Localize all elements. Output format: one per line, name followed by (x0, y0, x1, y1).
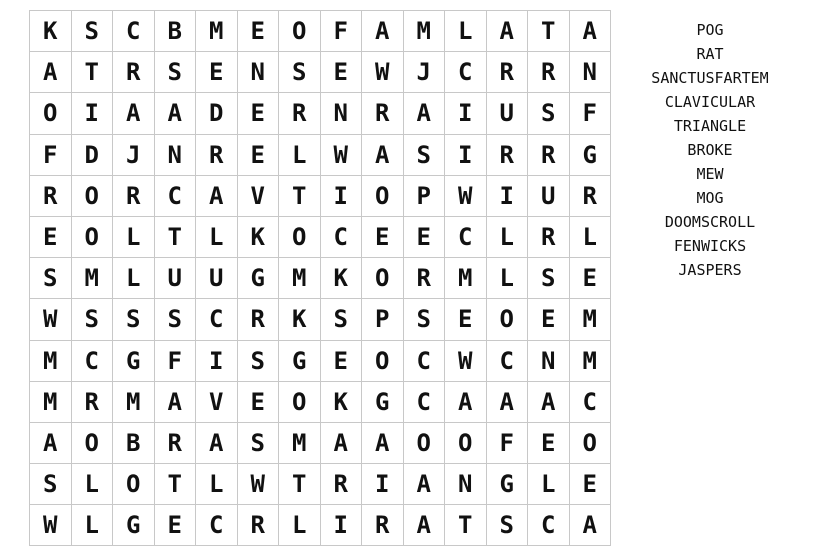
grid-cell[interactable]: O (113, 464, 155, 505)
grid-cell[interactable]: R (72, 382, 114, 423)
grid-cell[interactable]: W (238, 464, 280, 505)
grid-cell[interactable]: C (113, 11, 155, 52)
grid-cell[interactable]: E (321, 341, 363, 382)
grid-cell[interactable]: M (279, 258, 321, 299)
grid-cell[interactable]: E (528, 423, 570, 464)
grid-cell[interactable]: O (72, 176, 114, 217)
grid-cell[interactable]: A (196, 176, 238, 217)
grid-cell[interactable]: R (113, 52, 155, 93)
grid-cell[interactable]: J (113, 135, 155, 176)
grid-cell[interactable]: K (30, 11, 72, 52)
grid-cell[interactable]: R (155, 423, 197, 464)
grid-cell[interactable]: G (279, 341, 321, 382)
grid-cell[interactable]: E (238, 382, 280, 423)
grid-cell[interactable]: M (570, 341, 612, 382)
grid-cell[interactable]: R (279, 93, 321, 134)
grid-cell[interactable]: N (321, 93, 363, 134)
grid-cell[interactable]: A (570, 11, 612, 52)
grid-cell[interactable]: W (362, 52, 404, 93)
grid-cell[interactable]: A (445, 382, 487, 423)
grid-cell[interactable]: S (279, 52, 321, 93)
grid-cell[interactable]: E (445, 299, 487, 340)
grid-cell[interactable]: R (528, 52, 570, 93)
grid-cell[interactable]: O (487, 299, 529, 340)
grid-cell[interactable]: W (30, 505, 72, 546)
grid-cell[interactable]: A (362, 135, 404, 176)
grid-cell[interactable]: R (404, 258, 446, 299)
grid-cell[interactable]: M (113, 382, 155, 423)
grid-cell[interactable]: E (570, 464, 612, 505)
grid-cell[interactable]: A (404, 93, 446, 134)
grid-cell[interactable]: R (30, 176, 72, 217)
grid-cell[interactable]: R (528, 217, 570, 258)
grid-cell[interactable]: O (362, 341, 404, 382)
grid-cell[interactable]: R (321, 464, 363, 505)
grid-cell[interactable]: I (196, 341, 238, 382)
grid-cell[interactable]: M (72, 258, 114, 299)
grid-cell[interactable]: G (570, 135, 612, 176)
grid-cell[interactable]: W (445, 341, 487, 382)
grid-cell[interactable]: T (445, 505, 487, 546)
grid-cell[interactable]: O (445, 423, 487, 464)
grid-cell[interactable]: S (321, 299, 363, 340)
word-list (630, 18, 790, 282)
grid-cell[interactable]: L (196, 217, 238, 258)
word-list-item: CLAVICULAR (664, 93, 756, 111)
grid-cell[interactable]: M (196, 11, 238, 52)
grid-cell[interactable]: W (445, 176, 487, 217)
grid-cell[interactable]: O (279, 382, 321, 423)
grid-cell[interactable]: O (72, 217, 114, 258)
grid-cell[interactable]: S (72, 11, 114, 52)
grid-cell[interactable]: E (570, 258, 612, 299)
grid-cell[interactable]: U (487, 93, 529, 134)
grid-cell[interactable]: P (362, 299, 404, 340)
word-list-item: TRIANGLE (673, 117, 747, 135)
grid-cell[interactable]: S (528, 258, 570, 299)
grid-cell[interactable]: W (321, 135, 363, 176)
grid-cell[interactable]: S (238, 341, 280, 382)
grid-cell[interactable]: E (528, 299, 570, 340)
grid-cell[interactable]: A (404, 464, 446, 505)
grid-cell[interactable]: M (570, 299, 612, 340)
grid-cell[interactable]: L (570, 217, 612, 258)
grid-cell[interactable]: L (279, 135, 321, 176)
grid-cell[interactable]: A (321, 423, 363, 464)
grid-cell[interactable]: C (321, 217, 363, 258)
grid-cell[interactable]: O (362, 176, 404, 217)
grid-cell[interactable]: A (570, 505, 612, 546)
grid-cell[interactable]: E (155, 505, 197, 546)
grid-cell[interactable]: D (196, 93, 238, 134)
grid-cell[interactable]: C (445, 217, 487, 258)
word-list-item: BROKE (687, 141, 733, 159)
grid-cell[interactable]: C (404, 382, 446, 423)
grid-cell[interactable]: A (487, 382, 529, 423)
grid-cell[interactable]: S (404, 299, 446, 340)
grid-cell[interactable]: V (238, 176, 280, 217)
grid-cell[interactable]: C (404, 341, 446, 382)
grid-cell[interactable]: G (362, 382, 404, 423)
grid-cell[interactable]: B (113, 423, 155, 464)
grid-cell[interactable]: L (72, 464, 114, 505)
grid-cell[interactable]: T (72, 52, 114, 93)
grid-cell[interactable]: T (528, 11, 570, 52)
grid-cell[interactable]: N (528, 341, 570, 382)
grid-cell[interactable]: C (445, 52, 487, 93)
word-list-item: MEW (696, 165, 724, 183)
grid-cell[interactable]: A (362, 11, 404, 52)
word-list-item: DOOMSCROLL (664, 213, 756, 231)
grid-cell[interactable]: E (404, 217, 446, 258)
grid-cell[interactable]: B (155, 11, 197, 52)
grid-cell[interactable]: S (155, 299, 197, 340)
grid-cell[interactable]: K (321, 382, 363, 423)
grid-cell[interactable]: S (155, 52, 197, 93)
grid-cell[interactable]: K (321, 258, 363, 299)
grid-cell[interactable]: A (30, 52, 72, 93)
grid-cell[interactable]: F (570, 93, 612, 134)
grid-cell[interactable]: C (570, 382, 612, 423)
grid-cell[interactable]: U (196, 258, 238, 299)
grid-cell[interactable]: R (570, 176, 612, 217)
grid-cell[interactable]: J (404, 52, 446, 93)
grid-cell[interactable]: I (362, 464, 404, 505)
word-list-item: RAT (696, 45, 724, 63)
grid-cell[interactable]: A (155, 382, 197, 423)
grid-cell[interactable]: R (238, 299, 280, 340)
grid-cell[interactable]: T (279, 176, 321, 217)
word-list-item: MOG (696, 189, 724, 207)
grid-cell[interactable]: G (238, 258, 280, 299)
grid-cell[interactable]: O (279, 11, 321, 52)
grid-cell[interactable]: C (72, 341, 114, 382)
grid-cell[interactable]: S (72, 299, 114, 340)
grid-cell[interactable]: V (196, 382, 238, 423)
grid-cell[interactable]: M (30, 341, 72, 382)
grid-cell[interactable]: N (570, 52, 612, 93)
grid-cell[interactable]: N (445, 464, 487, 505)
grid-cell[interactable]: C (155, 176, 197, 217)
grid-cell[interactable]: I (487, 176, 529, 217)
grid-cell[interactable]: S (30, 258, 72, 299)
grid-cell[interactable]: M (404, 11, 446, 52)
grid-cell[interactable]: A (487, 11, 529, 52)
grid-cell[interactable]: E (238, 135, 280, 176)
grid-cell[interactable]: A (155, 93, 197, 134)
grid-cell[interactable]: S (528, 93, 570, 134)
grid-cell[interactable]: M (279, 423, 321, 464)
grid-cell[interactable]: O (30, 93, 72, 134)
grid-cell[interactable]: G (113, 341, 155, 382)
grid-cell[interactable]: D (72, 135, 114, 176)
grid-cell[interactable]: E (321, 52, 363, 93)
grid-cell[interactable]: M (445, 258, 487, 299)
grid-cell[interactable]: L (445, 11, 487, 52)
grid-cell[interactable]: L (113, 217, 155, 258)
word-list-item: SANCTUSFARTEM (651, 69, 769, 87)
grid-cell[interactable]: U (155, 258, 197, 299)
grid-cell[interactable]: L (72, 505, 114, 546)
grid-cell[interactable]: S (113, 299, 155, 340)
grid-cell[interactable]: P (404, 176, 446, 217)
grid-cell[interactable]: F (30, 135, 72, 176)
grid-cell[interactable]: C (528, 505, 570, 546)
grid-cell[interactable]: A (30, 423, 72, 464)
grid-cell[interactable]: L (487, 258, 529, 299)
grid-cell[interactable]: S (238, 423, 280, 464)
grid-cell[interactable]: K (238, 217, 280, 258)
grid-cell[interactable]: C (487, 341, 529, 382)
grid-cell[interactable]: L (528, 464, 570, 505)
word-list-item: POG (696, 21, 724, 39)
grid-cell[interactable]: L (279, 505, 321, 546)
grid-cell[interactable]: M (30, 382, 72, 423)
grid-cell[interactable]: E (362, 217, 404, 258)
grid-cell[interactable]: W (30, 299, 72, 340)
grid-cell[interactable]: R (362, 505, 404, 546)
grid-cell[interactable]: K (279, 299, 321, 340)
grid-cell[interactable]: R (238, 505, 280, 546)
grid-cell[interactable]: S (487, 505, 529, 546)
word-list-item: FENWICKS (673, 237, 747, 255)
grid-cell[interactable]: R (196, 135, 238, 176)
grid-cell[interactable]: A (362, 423, 404, 464)
grid-cell[interactable]: R (362, 93, 404, 134)
grid-cell[interactable]: L (487, 217, 529, 258)
grid-cell[interactable]: S (30, 464, 72, 505)
grid-cell[interactable]: R (487, 52, 529, 93)
grid-cell[interactable]: A (113, 93, 155, 134)
grid-cell[interactable]: C (196, 299, 238, 340)
grid-cell[interactable]: O (72, 423, 114, 464)
grid-cell[interactable]: A (528, 382, 570, 423)
grid-cell[interactable]: R (487, 135, 529, 176)
grid-cell[interactable]: O (404, 423, 446, 464)
word-list-item: JASPERS (678, 261, 742, 279)
grid-cell[interactable]: I (321, 505, 363, 546)
grid-cell[interactable]: I (445, 93, 487, 134)
grid-cell[interactable]: F (321, 11, 363, 52)
grid-cell[interactable]: O (279, 217, 321, 258)
grid-cell[interactable]: L (113, 258, 155, 299)
grid-cell[interactable]: A (404, 505, 446, 546)
grid-cell[interactable]: F (155, 341, 197, 382)
grid-cell[interactable]: E (196, 52, 238, 93)
grid-cell[interactable]: I (321, 176, 363, 217)
grid-cell[interactable]: G (487, 464, 529, 505)
grid-cell[interactable]: T (279, 464, 321, 505)
grid-cell[interactable]: E (238, 11, 280, 52)
grid-cell[interactable]: E (30, 217, 72, 258)
grid-cell[interactable]: T (155, 464, 197, 505)
grid-cell[interactable]: R (528, 135, 570, 176)
grid-cell[interactable]: S (404, 135, 446, 176)
grid-cell[interactable]: E (238, 93, 280, 134)
grid-cell[interactable]: N (155, 135, 197, 176)
grid-cell[interactable]: O (570, 423, 612, 464)
grid-cell[interactable]: F (487, 423, 529, 464)
grid-cell[interactable]: A (196, 423, 238, 464)
grid-cell[interactable]: C (196, 505, 238, 546)
grid-cell[interactable]: O (362, 258, 404, 299)
grid-cell[interactable]: I (445, 135, 487, 176)
grid-cell[interactable]: U (528, 176, 570, 217)
grid-cell[interactable]: T (155, 217, 197, 258)
grid-cell[interactable]: R (113, 176, 155, 217)
letter-grid (29, 10, 611, 546)
grid-cell[interactable]: I (72, 93, 114, 134)
grid-cell[interactable]: L (196, 464, 238, 505)
grid-cell[interactable]: G (113, 505, 155, 546)
grid-cell[interactable]: N (238, 52, 280, 93)
